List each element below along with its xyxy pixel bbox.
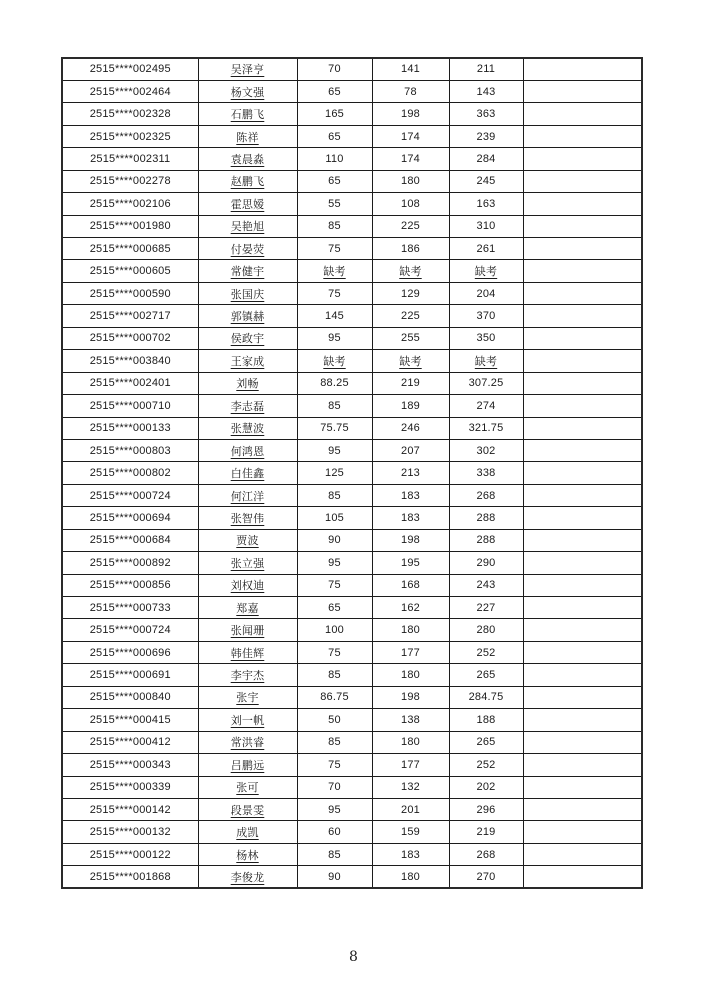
candidate-id-cell: 2515****000892 <box>62 552 198 574</box>
candidate-name-cell: 成凯 <box>198 821 297 843</box>
candidate-id-cell: 2515****000856 <box>62 574 198 596</box>
candidate-name-cell: 贾波 <box>198 529 297 551</box>
candidate-id-cell: 2515****002325 <box>62 125 198 147</box>
total-score-cell: 370 <box>449 305 523 327</box>
total-score-cell: 310 <box>449 215 523 237</box>
candidate-id-cell: 2515****002495 <box>62 58 198 80</box>
candidate-id-cell: 2515****002401 <box>62 372 198 394</box>
remark-cell <box>523 843 642 865</box>
score2-cell: 180 <box>372 866 449 888</box>
remark-cell <box>523 193 642 215</box>
remark-cell <box>523 305 642 327</box>
candidate-name-cell: 李俊龙 <box>198 866 297 888</box>
total-score-cell: 321.75 <box>449 417 523 439</box>
candidate-name-cell: 杨文强 <box>198 80 297 102</box>
total-score-cell: 缺考 <box>449 350 523 372</box>
remark-cell <box>523 641 642 663</box>
score-table-body <box>62 58 642 888</box>
total-score-cell: 188 <box>449 709 523 731</box>
candidate-id-cell: 2515****002311 <box>62 148 198 170</box>
total-score-cell: 202 <box>449 776 523 798</box>
score2-cell: 168 <box>372 574 449 596</box>
score2-cell: 186 <box>372 238 449 260</box>
score2-cell: 174 <box>372 125 449 147</box>
candidate-name-cell: 张立强 <box>198 552 297 574</box>
score2-cell: 195 <box>372 552 449 574</box>
candidate-id-cell: 2515****000724 <box>62 484 198 506</box>
candidate-id-cell: 2515****002464 <box>62 80 198 102</box>
total-score-cell: 261 <box>449 238 523 260</box>
candidate-name-cell: 张国庆 <box>198 282 297 304</box>
score1-cell: 85 <box>297 664 372 686</box>
candidate-id-cell: 2515****003840 <box>62 350 198 372</box>
table-row <box>62 282 642 304</box>
total-score-cell: 143 <box>449 80 523 102</box>
table-row <box>62 439 642 461</box>
remark-cell <box>523 395 642 417</box>
score2-cell: 207 <box>372 439 449 461</box>
score1-cell: 65 <box>297 80 372 102</box>
score1-cell: 95 <box>297 439 372 461</box>
score1-cell: 65 <box>297 597 372 619</box>
score1-cell: 缺考 <box>297 260 372 282</box>
candidate-name-cell: 刘权迪 <box>198 574 297 596</box>
candidate-name-cell: 常洪睿 <box>198 731 297 753</box>
total-score-cell: 239 <box>449 125 523 147</box>
table-row <box>62 417 642 439</box>
candidate-id-cell: 2515****000343 <box>62 754 198 776</box>
table-row <box>62 754 642 776</box>
candidate-id-cell: 2515****000724 <box>62 619 198 641</box>
score1-cell: 165 <box>297 103 372 125</box>
candidate-id-cell: 2515****000605 <box>62 260 198 282</box>
candidate-id-cell: 2515****002328 <box>62 103 198 125</box>
score1-cell: 100 <box>297 619 372 641</box>
remark-cell <box>523 238 642 260</box>
score2-cell: 225 <box>372 215 449 237</box>
total-score-cell: 227 <box>449 597 523 619</box>
total-score-cell: 270 <box>449 866 523 888</box>
candidate-id-cell: 2515****000133 <box>62 417 198 439</box>
score1-cell: 85 <box>297 484 372 506</box>
table-row <box>62 866 642 888</box>
remark-cell <box>523 148 642 170</box>
table-row <box>62 776 642 798</box>
total-score-cell: 350 <box>449 327 523 349</box>
score1-cell: 55 <box>297 193 372 215</box>
candidate-name-cell: 吴艳旭 <box>198 215 297 237</box>
candidate-id-cell: 2515****000702 <box>62 327 198 349</box>
table-row <box>62 574 642 596</box>
score1-cell: 86.75 <box>297 686 372 708</box>
score1-cell: 70 <box>297 58 372 80</box>
remark-cell <box>523 776 642 798</box>
candidate-id-cell: 2515****002717 <box>62 305 198 327</box>
score1-cell: 75 <box>297 238 372 260</box>
remark-cell <box>523 125 642 147</box>
remark-cell <box>523 327 642 349</box>
score1-cell: 85 <box>297 215 372 237</box>
table-row <box>62 798 642 820</box>
score2-cell: 183 <box>372 507 449 529</box>
table-row <box>62 821 642 843</box>
candidate-name-cell: 李志磊 <box>198 395 297 417</box>
remark-cell <box>523 821 642 843</box>
candidate-name-cell: 张可 <box>198 776 297 798</box>
candidate-name-cell: 何鸿恩 <box>198 439 297 461</box>
score2-cell: 162 <box>372 597 449 619</box>
candidate-id-cell: 2515****000694 <box>62 507 198 529</box>
candidate-name-cell: 张宇 <box>198 686 297 708</box>
candidate-name-cell: 付晏荧 <box>198 238 297 260</box>
score2-cell: 177 <box>372 641 449 663</box>
candidate-name-cell: 杨林 <box>198 843 297 865</box>
remark-cell <box>523 686 642 708</box>
table-row <box>62 372 642 394</box>
table-row <box>62 686 642 708</box>
table-row <box>62 664 642 686</box>
score1-cell: 105 <box>297 507 372 529</box>
score2-cell: 108 <box>372 193 449 215</box>
score2-cell: 183 <box>372 484 449 506</box>
candidate-id-cell: 2515****002278 <box>62 170 198 192</box>
candidate-id-cell: 2515****001868 <box>62 866 198 888</box>
total-score-cell: 288 <box>449 529 523 551</box>
total-score-cell: 219 <box>449 821 523 843</box>
remark-cell <box>523 798 642 820</box>
score2-cell: 180 <box>372 170 449 192</box>
score1-cell: 65 <box>297 125 372 147</box>
total-score-cell: 245 <box>449 170 523 192</box>
candidate-id-cell: 2515****000684 <box>62 529 198 551</box>
score1-cell: 缺考 <box>297 350 372 372</box>
candidate-name-cell: 吴泽亨 <box>198 58 297 80</box>
table-row <box>62 260 642 282</box>
table-row <box>62 305 642 327</box>
table-row <box>62 103 642 125</box>
candidate-id-cell: 2515****000840 <box>62 686 198 708</box>
remark-cell <box>523 170 642 192</box>
table-row <box>62 238 642 260</box>
remark-cell <box>523 507 642 529</box>
score2-cell: 141 <box>372 58 449 80</box>
candidate-id-cell: 2515****000710 <box>62 395 198 417</box>
remark-cell <box>523 709 642 731</box>
candidate-id-cell: 2515****000590 <box>62 282 198 304</box>
score1-cell: 85 <box>297 395 372 417</box>
candidate-name-cell: 郭镇赫 <box>198 305 297 327</box>
total-score-cell: 274 <box>449 395 523 417</box>
score2-cell: 180 <box>372 619 449 641</box>
score1-cell: 75.75 <box>297 417 372 439</box>
candidate-id-cell: 2515****000132 <box>62 821 198 843</box>
score2-cell: 78 <box>372 80 449 102</box>
score-table <box>61 57 643 889</box>
table-row <box>62 507 642 529</box>
table-row <box>62 58 642 80</box>
candidate-name-cell: 张闻珊 <box>198 619 297 641</box>
score1-cell: 85 <box>297 731 372 753</box>
candidate-name-cell: 霍思嫒 <box>198 193 297 215</box>
candidate-name-cell: 刘畅 <box>198 372 297 394</box>
candidate-id-cell: 2515****000733 <box>62 597 198 619</box>
table-row <box>62 80 642 102</box>
remark-cell <box>523 372 642 394</box>
table-row <box>62 529 642 551</box>
remark-cell <box>523 552 642 574</box>
score2-cell: 129 <box>372 282 449 304</box>
total-score-cell: 280 <box>449 619 523 641</box>
score2-cell: 缺考 <box>372 260 449 282</box>
candidate-id-cell: 2515****002106 <box>62 193 198 215</box>
score2-cell: 138 <box>372 709 449 731</box>
candidate-id-cell: 2515****001980 <box>62 215 198 237</box>
page-number: 8 <box>349 949 358 965</box>
score1-cell: 95 <box>297 327 372 349</box>
score1-cell: 75 <box>297 754 372 776</box>
candidate-name-cell: 李宇杰 <box>198 664 297 686</box>
total-score-cell: 211 <box>449 58 523 80</box>
table-row <box>62 215 642 237</box>
score1-cell: 95 <box>297 552 372 574</box>
table-row <box>62 148 642 170</box>
score1-cell: 125 <box>297 462 372 484</box>
score2-cell: 159 <box>372 821 449 843</box>
score1-cell: 95 <box>297 798 372 820</box>
candidate-name-cell: 袁晨淼 <box>198 148 297 170</box>
remark-cell <box>523 260 642 282</box>
total-score-cell: 284.75 <box>449 686 523 708</box>
candidate-name-cell: 郑嘉 <box>198 597 297 619</box>
candidate-name-cell: 赵鹏飞 <box>198 170 297 192</box>
candidate-name-cell: 侯政宇 <box>198 327 297 349</box>
total-score-cell: 252 <box>449 641 523 663</box>
score2-cell: 174 <box>372 148 449 170</box>
candidate-name-cell: 常健宇 <box>198 260 297 282</box>
score1-cell: 90 <box>297 529 372 551</box>
table-row <box>62 641 642 663</box>
remark-cell <box>523 597 642 619</box>
candidate-name-cell: 王家成 <box>198 350 297 372</box>
remark-cell <box>523 282 642 304</box>
candidate-id-cell: 2515****000691 <box>62 664 198 686</box>
candidate-id-cell: 2515****000412 <box>62 731 198 753</box>
table-row <box>62 552 642 574</box>
score2-cell: 132 <box>372 776 449 798</box>
score1-cell: 88.25 <box>297 372 372 394</box>
remark-cell <box>523 574 642 596</box>
score2-cell: 缺考 <box>372 350 449 372</box>
total-score-cell: 268 <box>449 484 523 506</box>
score2-cell: 189 <box>372 395 449 417</box>
remark-cell <box>523 664 642 686</box>
remark-cell <box>523 103 642 125</box>
table-row <box>62 709 642 731</box>
table-row <box>62 731 642 753</box>
remark-cell <box>523 866 642 888</box>
total-score-cell: 363 <box>449 103 523 125</box>
remark-cell <box>523 462 642 484</box>
score1-cell: 75 <box>297 282 372 304</box>
table-row <box>62 484 642 506</box>
total-score-cell: 265 <box>449 664 523 686</box>
table-row <box>62 350 642 372</box>
score2-cell: 183 <box>372 843 449 865</box>
total-score-cell: 204 <box>449 282 523 304</box>
remark-cell <box>523 58 642 80</box>
total-score-cell: 243 <box>449 574 523 596</box>
score1-cell: 85 <box>297 843 372 865</box>
candidate-name-cell: 吕鹏远 <box>198 754 297 776</box>
candidate-name-cell: 韩佳辉 <box>198 641 297 663</box>
score2-cell: 198 <box>372 103 449 125</box>
score2-cell: 219 <box>372 372 449 394</box>
remark-cell <box>523 80 642 102</box>
candidate-id-cell: 2515****000696 <box>62 641 198 663</box>
remark-cell <box>523 731 642 753</box>
score1-cell: 110 <box>297 148 372 170</box>
table-row <box>62 462 642 484</box>
candidate-name-cell: 刘一帆 <box>198 709 297 731</box>
candidate-id-cell: 2515****000803 <box>62 439 198 461</box>
remark-cell <box>523 529 642 551</box>
score1-cell: 70 <box>297 776 372 798</box>
candidate-id-cell: 2515****000802 <box>62 462 198 484</box>
table-row <box>62 193 642 215</box>
score2-cell: 198 <box>372 686 449 708</box>
score1-cell: 50 <box>297 709 372 731</box>
score2-cell: 177 <box>372 754 449 776</box>
candidate-name-cell: 白佳鑫 <box>198 462 297 484</box>
score1-cell: 75 <box>297 574 372 596</box>
score2-cell: 255 <box>372 327 449 349</box>
score1-cell: 65 <box>297 170 372 192</box>
remark-cell <box>523 484 642 506</box>
candidate-id-cell: 2515****000142 <box>62 798 198 820</box>
score2-cell: 180 <box>372 664 449 686</box>
table-row <box>62 619 642 641</box>
score2-cell: 201 <box>372 798 449 820</box>
candidate-id-cell: 2515****000339 <box>62 776 198 798</box>
table-row <box>62 843 642 865</box>
candidate-name-cell: 何江洋 <box>198 484 297 506</box>
total-score-cell: 252 <box>449 754 523 776</box>
table-row <box>62 125 642 147</box>
total-score-cell: 284 <box>449 148 523 170</box>
table-row <box>62 395 642 417</box>
score1-cell: 145 <box>297 305 372 327</box>
candidate-name-cell: 陈祥 <box>198 125 297 147</box>
candidate-id-cell: 2515****000415 <box>62 709 198 731</box>
remark-cell <box>523 350 642 372</box>
total-score-cell: 302 <box>449 439 523 461</box>
candidate-name-cell: 石鹏飞 <box>198 103 297 125</box>
score1-cell: 60 <box>297 821 372 843</box>
remark-cell <box>523 439 642 461</box>
total-score-cell: 307.25 <box>449 372 523 394</box>
score1-cell: 75 <box>297 641 372 663</box>
total-score-cell: 296 <box>449 798 523 820</box>
score2-cell: 213 <box>372 462 449 484</box>
candidate-name-cell: 张慧波 <box>198 417 297 439</box>
total-score-cell: 288 <box>449 507 523 529</box>
remark-cell <box>523 754 642 776</box>
table-row <box>62 597 642 619</box>
page-footer <box>0 948 707 966</box>
total-score-cell: 缺考 <box>449 260 523 282</box>
total-score-cell: 290 <box>449 552 523 574</box>
score2-cell: 198 <box>372 529 449 551</box>
candidate-id-cell: 2515****000122 <box>62 843 198 865</box>
remark-cell <box>523 215 642 237</box>
total-score-cell: 265 <box>449 731 523 753</box>
score2-cell: 225 <box>372 305 449 327</box>
remark-cell <box>523 619 642 641</box>
table-row <box>62 327 642 349</box>
score1-cell: 90 <box>297 866 372 888</box>
score2-cell: 246 <box>372 417 449 439</box>
score2-cell: 180 <box>372 731 449 753</box>
candidate-name-cell: 张智伟 <box>198 507 297 529</box>
candidate-id-cell: 2515****000685 <box>62 238 198 260</box>
candidate-name-cell: 段景雯 <box>198 798 297 820</box>
remark-cell <box>523 417 642 439</box>
table-row <box>62 170 642 192</box>
total-score-cell: 268 <box>449 843 523 865</box>
total-score-cell: 338 <box>449 462 523 484</box>
total-score-cell: 163 <box>449 193 523 215</box>
